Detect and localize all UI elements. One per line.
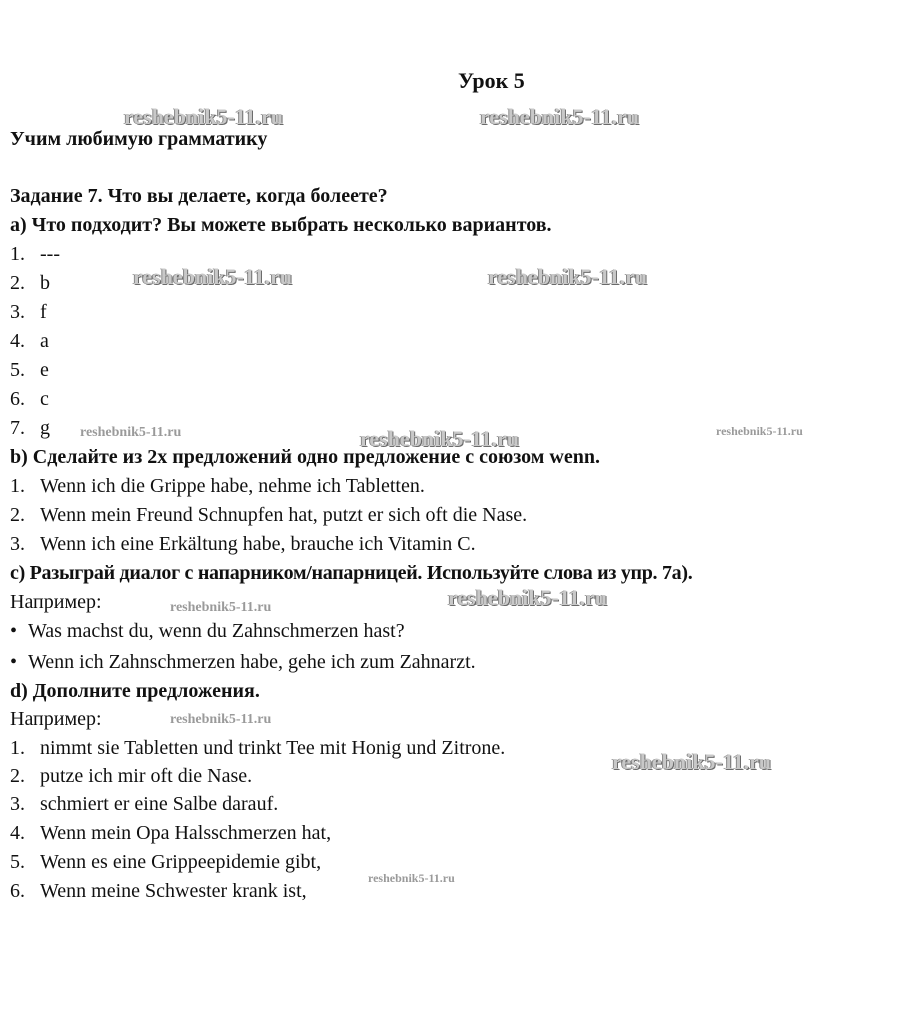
item-number: 3. xyxy=(10,793,25,815)
item-number: 1. xyxy=(10,737,25,759)
list-item xyxy=(10,475,425,498)
item-number: 5. xyxy=(10,851,25,873)
item-text: a xyxy=(40,330,49,352)
item-number: 2. xyxy=(10,504,25,526)
watermark: reshebnik5-11.ru xyxy=(170,712,272,727)
item-number: 3. xyxy=(10,301,25,323)
watermark: reshebnik5-11.ru xyxy=(360,426,520,451)
list-item xyxy=(10,765,252,788)
item-number: 4. xyxy=(10,330,25,352)
list-item xyxy=(10,301,47,324)
list-item xyxy=(10,651,476,674)
watermark: reshebnik5-11.ru xyxy=(133,264,293,289)
part-a-heading: а) Что подходит? Вы можете выбрать несколько вариантов. xyxy=(10,214,552,236)
part-c-heading: с) Разыграй диалог с напарником/напарницей. Используйте слова из упр. 7а). xyxy=(10,562,693,584)
watermark: reshebnik5-11.ru xyxy=(368,871,455,885)
page-title: Урок 5 xyxy=(458,68,525,93)
item-text: b xyxy=(40,272,50,294)
watermark: reshebnik5-11.ru xyxy=(170,600,272,615)
item-text: --- xyxy=(40,243,60,265)
item-text: putze ich mir oft die Nase. xyxy=(40,765,253,787)
watermark: reshebnik5-11.ru xyxy=(612,749,772,774)
item-number: 3. xyxy=(10,533,25,555)
list-item xyxy=(10,822,331,845)
item-text: schmiert er eine Salbe darauf. xyxy=(40,793,279,815)
item-number: 6. xyxy=(10,880,25,902)
list-item xyxy=(10,533,476,556)
item-text: f xyxy=(40,301,47,323)
part-b-heading: b) Сделайте из 2х предложений одно предложение с союзом wenn. xyxy=(10,446,600,468)
bullet-icon: • xyxy=(10,651,18,673)
list-item xyxy=(10,851,321,874)
item-number: 7. xyxy=(10,417,25,439)
item-number: 1. xyxy=(10,475,25,497)
list-item xyxy=(10,359,49,382)
task-title: Задание 7. Что вы делаете, когда болеете? xyxy=(10,185,388,207)
item-text: Was machst du, wenn du Zahnschmerzen hast? xyxy=(28,620,405,642)
list-item xyxy=(10,417,50,440)
item-number: 6. xyxy=(10,388,25,410)
item-text: nimmt sie Tabletten und trinkt Tee mit Honig und Zitrone. xyxy=(40,737,506,759)
item-text: Wenn ich die Grippe habe, nehme ich Tabletten. xyxy=(40,475,425,497)
watermark: reshebnik5-11.ru xyxy=(488,264,648,289)
list-item xyxy=(10,388,49,411)
item-text: Wenn es eine Grippeepidemie gibt, xyxy=(40,851,322,873)
watermark: reshebnik5-11.ru xyxy=(716,424,803,438)
watermark: reshebnik5-11.ru xyxy=(480,104,640,129)
list-item xyxy=(10,330,49,353)
list-item xyxy=(10,880,307,903)
item-text: c xyxy=(40,388,49,410)
item-text: Wenn meine Schwester krank ist, xyxy=(40,880,307,902)
item-number: 4. xyxy=(10,822,25,844)
watermark: reshebnik5-11.ru xyxy=(80,425,182,440)
item-text: g xyxy=(40,417,50,439)
item-text: Wenn ich Zahnschmerzen habe, gehe ich zum Zahnarzt. xyxy=(28,651,476,673)
item-number: 2. xyxy=(10,765,25,787)
example-label: Например: xyxy=(10,708,102,730)
list-item xyxy=(10,620,405,643)
list-item xyxy=(10,793,278,816)
item-text: e xyxy=(40,359,49,381)
list-item xyxy=(10,272,50,295)
list-item xyxy=(10,243,60,266)
section-subtitle: Учим любимую грамматику xyxy=(10,128,268,150)
item-text: Wenn ich eine Erkältung habe, brauche ich Vitamin C. xyxy=(40,533,476,555)
example-label: Например: xyxy=(10,591,102,613)
item-number: 2. xyxy=(10,272,25,294)
part-d-heading: d) Дополните предложения. xyxy=(10,680,260,702)
watermark: reshebnik5-11.ru xyxy=(124,104,284,129)
list-item xyxy=(10,504,527,527)
list-item xyxy=(10,737,505,760)
item-number: 1. xyxy=(10,243,25,265)
item-text: Wenn mein Opa Halsschmerzen hat, xyxy=(40,822,332,844)
item-text: Wenn mein Freund Schnupfen hat, putzt er sich oft die Nase. xyxy=(40,504,528,526)
watermark: reshebnik5-11.ru xyxy=(448,585,608,610)
bullet-icon: • xyxy=(10,620,18,642)
item-number: 5. xyxy=(10,359,25,381)
